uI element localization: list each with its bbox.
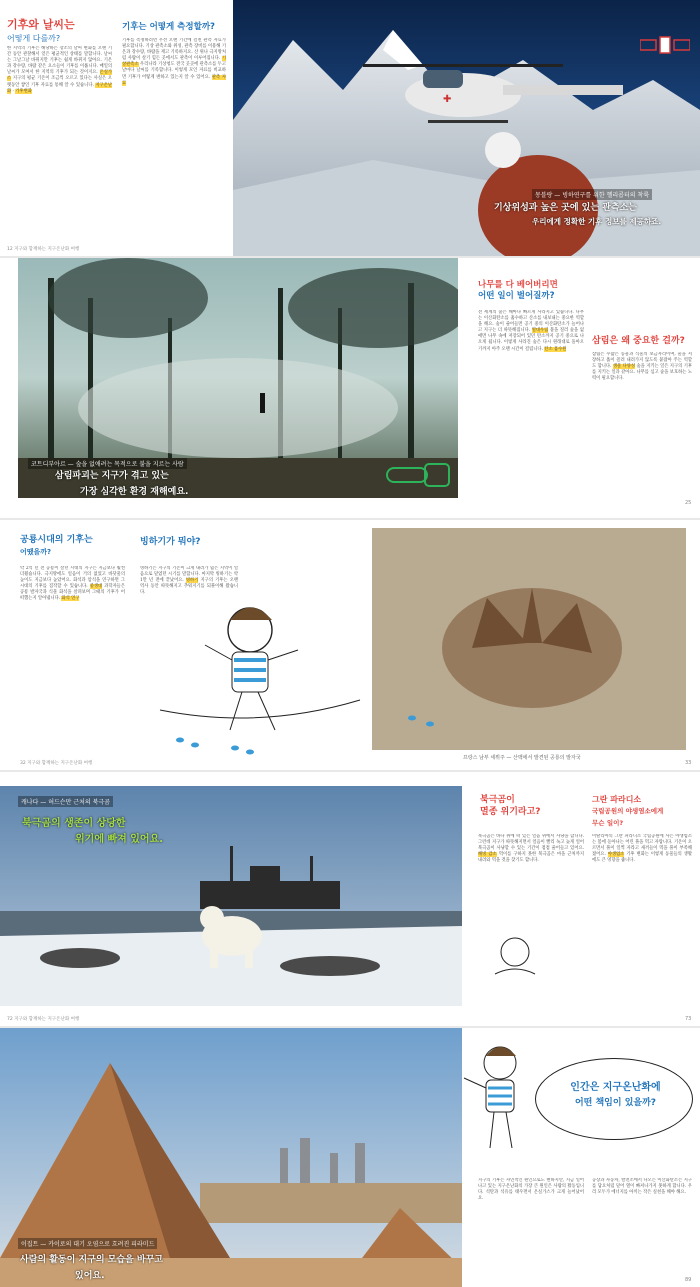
- page-number: 73: [685, 1016, 692, 1022]
- photo-overlay-line-2: 우리에게 정확한 기후 정보를 제공하죠.: [532, 217, 662, 226]
- photo-overlay-line-2: 위기에 빠져 있어요.: [75, 834, 164, 845]
- section-title-weather-climate: 기후와 날씨는 어떻게 다를까?: [7, 18, 75, 43]
- photo-overlay-line-2: 가장 심각한 환경 재해예요.: [80, 487, 189, 497]
- footprint-rock-illustration: [372, 528, 686, 750]
- child-pointing-illustration: [460, 1038, 540, 1158]
- footer-left: 72 지구와 함께하는 지구온난화 여행: [7, 1017, 80, 1022]
- spread-1: [0, 0, 700, 256]
- spread-4: [0, 772, 700, 1026]
- photo-caption: 몽블랑 — 빙하연구를 위한 헬리콥터의 착륙: [532, 189, 652, 200]
- text-column-2: 삼림은 수많은 동물과 식물의 보금자리이며, 물을 저장하고 흙이 쓸려 내려가지 않도록 붙잡아 주는 역할도 합니다. 생물 다양성 숲을 지키는 일은 지구의 기후를 지키는 일과 같아요. 나무를 심고 숲을 보호하는 노력이 필요합니다.: [592, 352, 692, 382]
- satellite-icon: [640, 30, 690, 60]
- section-title-measure: 기후는 어떻게 측정할까?: [122, 22, 215, 32]
- text-column-2: 빙하기는 지구의 기온이 크게 내려가 넓은 지역이 얼음으로 덮였던 시기를 말합니다. 마지막 빙하기는 약 1만 년 전에 끝났어요. 빙하기 지구의 기후는 오랜 역사 동안 따뜻해지고 추워지기를 되풀이해 왔습니다.: [140, 566, 238, 596]
- bubble-question: 인간은 지구온난화에 어떤 책임이 있을까?: [570, 1082, 661, 1108]
- hand-globe-illustration: [485, 932, 545, 982]
- svg-text:✚: ✚: [443, 94, 452, 105]
- photo-overlay-line-2: 있어요.: [75, 1271, 105, 1281]
- section-title-dinosaur-climate: 공룡시대의 기후는 어땠을까?: [20, 535, 93, 556]
- chainsaw-icon: [385, 456, 455, 496]
- page-number: 89: [685, 1277, 692, 1283]
- child-walking-illustration: [150, 590, 365, 760]
- photo-overlay-line-1: 삼림파괴는 지구가 겪고 있는: [55, 471, 169, 481]
- spread-3: [0, 520, 700, 770]
- text-column-1: 지구의 기후는 자연적인 원인으로도 변하지만, 지금 일어나고 있는 지구온난화의 가장 큰 원인은 사람의 활동입니다. 석탄과 석유를 태우면서 온실가스가 크게 늘어났어요.: [478, 1178, 584, 1202]
- text-column-2: 공장과 자동차, 발전소에서 나오는 이산화탄소는 지구를 담요처럼 덮어 열이 빠져나가지 못하게 합니다. 우리 모두가 에너지를 아끼는 작은 실천을 해야 해요.: [592, 1178, 692, 1196]
- section-title-ice-age: 빙하기가 뭐야?: [140, 537, 201, 547]
- text-column-1: 한 지역의 기후는 해당하는 장소의 날씨 변화를 오랜 기간 동안 관찰해서 얻은 평균적인 상태를 말합니다. 날씨는 그날그날 바뀌지만 기후는 쉽게 바뀌지 않아요. 기온과 강수량, 바람 같은 요소들이 기후를 이룹니다. 매일의 날씨가 모여서 한 지역의 기후가 되는 것이지요. 온실가스 지구의 평균 기온이 조금씩 오르고 있다는 사실은 오랫동안 쌓인 기후 자료를 통해 알 수 있습니다. 지구온난화 · 기후변화: [7, 46, 112, 94]
- text-column-2: 기후를 측정하려면 우선 오랜 기간에 걸친 관측 자료가 필요합니다. 기상 관측소와 위성, 관측 장비를 이용해 기온과 강수량, 바람을 재고 기록하지요. 산 위나 극지방처럼 사람이 살기 힘든 곳에서도 관측이 이루어집니다. 기상관측소 우리나라 기상청도 전국 곳곳에 관측소를 두고 날마다 날씨를 기록합니다. 이렇게 모인 자료를 비교하면 기후가 어떻게 변하고 있는지 알 수 있어요. 관측 자료: [122, 38, 226, 86]
- spread-2: [0, 258, 700, 518]
- section-title-forest: 삼림은 왜 중요한 걸까?: [592, 336, 685, 346]
- photo-caption: 코트디부아르 — 숲을 없애려는 목적으로 불을 지르는 사람: [28, 458, 187, 469]
- section-title-trees: 나무를 다 베어버리면 어떤 일이 벌어질까?: [478, 280, 558, 301]
- photo-overlay-line-1: 기상위성과 높은 곳에 있는 관측소는: [494, 203, 637, 213]
- footer-left: 12 지구와 함께하는 지구온난화 여행: [7, 247, 80, 252]
- photo-caption: 캐나다 — 허드슨만 근처의 북극곰: [18, 796, 113, 807]
- text-column-1: 북극곰은 바다 위에 떠 있는 얼음 위에서 사냥을 합니다. 그런데 지구가 따뜻해지면서 얼음이 빨리 녹고 늦게 얼어 북극곰이 사냥할 수 있는 기간이 점점 줄어들고 있어요. 해빙 감소 먹이를 구하지 못한 북극곰은 마을 근처까지 내려와 먹을 것을 찾기도 합니다.: [478, 834, 584, 864]
- photo-caption: 프랑스 남부 세뷔주 — 산맥에서 발견된 공룡의 발자국: [463, 755, 581, 761]
- section-title-wild-goat: 그란 파라디소 국립공원의 야생염소에게 무슨 일이?: [592, 795, 664, 827]
- text-column-1: 전 세계의 숲은 해마다 빠르게 사라지고 있습니다. 나무는 이산화탄소를 흡수하고 산소를 내보내는 중요한 역할을 해요. 숲이 줄어들면 공기 중의 이산화탄소가 늘어나고 지구는 더 따뜻해집니다. 열대우림 불을 질러 숲을 없애면 나무 속에 저장되어 있던 탄소까지 공기 중으로 나오게 됩니다. 이렇게 사라진 숲은 다시 원래대로 돌아오기까지 아주 오랜 시간이 걸립니다. 탄소 흡수원: [478, 310, 584, 352]
- section-title-polar-bear: 북극곰이 멸종 위기라고?: [480, 795, 541, 817]
- dinosaur-footprint-photo: [372, 528, 686, 750]
- photo-caption: 이집트 — 카이로의 대기 오염으로 흐려진 피라미드: [18, 1238, 157, 1249]
- text-column-2: 이탈리아의 그란 파라디소 국립공원에 사는 야생염소는 봄에 돋아나는 어린 풀을 먹고 자랍니다. 기온이 오르면서 풀이 일찍 자라고 새끼들이 먹을 풀이 부족해졌어요. 야생염소 기후 변화는 이렇게 동물들의 생활에도 큰 영향을 줍니다.: [592, 834, 692, 864]
- photo-overlay-line-1: 북극곰의 생존이 상당한: [22, 818, 126, 829]
- spread-5: [0, 1028, 700, 1287]
- page-number: 25: [685, 500, 692, 506]
- text-column-1: 약 2억 년 전 공룡이 살던 시대의 지구는 지금보다 훨씬 더웠습니다. 극지방에도 얼음이 거의 없었고 바닷물의 높이도 지금보다 높았어요. 화석과 암석을 연구하면 그 시대의 기후를 짐작할 수 있습니다. 중생대 과학자들은 공룡 발자국과 식물 화석을 살펴보며 그때의 기후가 어떠했는지 알아냅니다. 화석 연구: [20, 566, 125, 602]
- footer-left: 32 지구와 함께하는 지구온난화 여행: [20, 761, 93, 766]
- photo-overlay-line-1: 사람의 활동이 지구의 모습을 바꾸고: [20, 1255, 163, 1265]
- page-number: 33: [685, 760, 692, 766]
